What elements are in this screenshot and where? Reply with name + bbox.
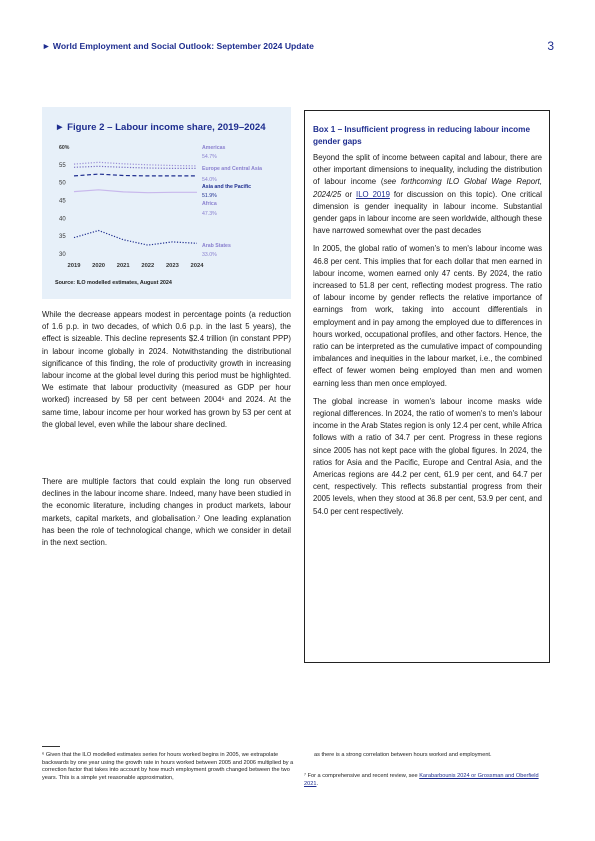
series-end-value: 54.0% bbox=[202, 177, 217, 183]
y-tick-label: 40 bbox=[59, 216, 66, 223]
series-line bbox=[74, 190, 197, 193]
figure-2 bbox=[42, 107, 291, 299]
box-title: Box 1 – Insufficient progress in reducing labour income gender gaps bbox=[313, 125, 531, 146]
x-tick-label: 2021 bbox=[116, 263, 130, 269]
footnote-6-continued: as there is a strong correlation between hours worked and employment. bbox=[314, 752, 492, 758]
y-tick-label: 45 bbox=[59, 198, 66, 205]
x-tick-label: 2020 bbox=[92, 263, 106, 269]
box-paragraph-1 bbox=[313, 152, 542, 237]
body-paragraph-2: There are multiple factors that could explain the long run observed declines in the labour income share. Indeed, many have been studied in the economic literature, including changes in product markets, labour markets, capital markets, and globalisation.⁷ One leading explanation has been the role of technological change, which we consider in detail in the next section. bbox=[42, 477, 291, 548]
footnote-7-text: ⁷ For a comprehensive and recent review, see bbox=[304, 773, 420, 779]
series-line bbox=[74, 174, 197, 176]
x-tick-label: 2024 bbox=[190, 263, 204, 269]
y-tick-label: 60% bbox=[59, 145, 70, 151]
box-p1-text-2: or bbox=[341, 189, 357, 199]
box-1 bbox=[304, 110, 550, 663]
series-end-value: 33.0% bbox=[202, 252, 217, 258]
page-number: 3 bbox=[547, 39, 554, 53]
box-paragraph-3: The global increase in women's labour income masks wide regional differences. In 2024, the ratio of women's to men's labour income in the Arab States region is only 12.4 per cent, while Africa follows with a ratio of 34.7 per cent. Progress in these regions since 2005 has not kept pace with the global figures. In 2024, the ratios for Asia and the Pacific, Europe and Central Asia, and the Americas regions are 44.2 per cent, 61.9 per cent, and 64.7 per cent, respectively. This reflects substantial progress from their 2005 levels, when they stood at 36.8 per cent, 53.9 per cent, and 54.0 per cent respectively. bbox=[313, 396, 542, 516]
series-line bbox=[74, 166, 197, 168]
y-tick-label: 35 bbox=[59, 234, 66, 241]
series-end-value: 54.7% bbox=[202, 154, 217, 160]
series-label: Americas bbox=[202, 145, 226, 151]
y-tick-label: 30 bbox=[59, 252, 66, 258]
x-tick-label: 2023 bbox=[165, 263, 179, 269]
page-header bbox=[42, 41, 554, 57]
x-tick-label: 2022 bbox=[141, 263, 155, 269]
series-line bbox=[74, 231, 197, 246]
series-label: Asia and the Pacific bbox=[202, 184, 252, 190]
series-label: Arab States bbox=[202, 243, 231, 249]
box-p1-text: Beyond the split of income between capital and labour, there are other important dimensions to inequality, including the distribution of labour income ( bbox=[313, 153, 542, 187]
footnote-7-link[interactable]: Karabarbounis 2024 or Grossman and Oberfield 2021 bbox=[304, 773, 539, 787]
series-end-value: 47.3% bbox=[202, 211, 217, 217]
series-label: Africa bbox=[202, 201, 217, 207]
labour-income-share-chart bbox=[42, 107, 291, 299]
box-p1-text-3: for discussion on this topic). One critical dimension is gender inequality in labour income. Substantial gender gaps in labour income are seen worldwide, although these have narrowed somewhat over the past decades bbox=[313, 189, 542, 236]
series-label: Europe and Central Asia bbox=[202, 166, 263, 172]
footnote-6: ⁶ Given that the ILO modelled estimates series for hours worked begins in 2005, we extrapolate backwards by one year using the growth rate in hours worked between 2005 and 2006 multiplied by a correction factor that takes into account by how much employment growth changed between the two years. This is a simple yet reasonable approximation, bbox=[42, 752, 294, 781]
body-paragraph-1: While the decrease appears modest in percentage points (a reduction of 1.6 p.p. in two decades, of which 0.6 p.p. in the last 5 years), the effect is sizeable. This decline represents $2.4 trillion (in constant PPP) in labour income globally in 2024. Notwithstanding the distributional significance of this finding, the role of productivity growth in increasing labour income at the global level during this period must be highlighted. We estimate that labour productivity (measured as GDP per hour worked) increased by 58 per cent between 2004⁶ and 2024. At the same time, labour income per hour worked has grown by 53 per cent at the global level, even while the labour share declined. bbox=[42, 310, 291, 429]
figure-source: Source: ILO modelled estimates, August 2024 bbox=[55, 280, 172, 286]
ilo-2019-link[interactable]: ILO 2019 bbox=[356, 189, 390, 199]
box-paragraph-2: In 2005, the global ratio of women's to men's labour income was 46.8 per cent. This implies that for each dollar that men earned in labour income, women earned only 47 cents. By 2024, the ratio increased to 51.8 per cent, reflecting modest progress. The ratio of labour income by gender reflects the relative importance of earnings from work, taking into account differentials in employment and in pay among the employed due to differences in hours worked, occupational profiles, and other factors. Hence, the ratio can be interpreted as the cumulative impact of compounding imbalances and inequities in the labour market, i.e., the combined effect of fewer women being employed than men and women earning less than men once employed. bbox=[313, 244, 542, 388]
box-p1-italic: see forthcoming ILO Global Wage Report, 2024/25 bbox=[313, 177, 543, 199]
y-tick-label: 55 bbox=[59, 162, 66, 169]
figure-title: ► Figure 2 – Labour income share, 2019–2024 bbox=[55, 122, 266, 133]
series-end-value: 51.9% bbox=[202, 193, 217, 199]
footnote-rule bbox=[42, 746, 60, 747]
report-title: ► World Employment and Social Outlook: September 2024 Update bbox=[42, 41, 314, 51]
footnote-7-end: . bbox=[316, 780, 319, 787]
x-tick-label: 2019 bbox=[67, 263, 81, 269]
footnote-7 bbox=[304, 773, 554, 788]
series-line bbox=[74, 162, 197, 166]
y-tick-label: 50 bbox=[59, 180, 66, 187]
